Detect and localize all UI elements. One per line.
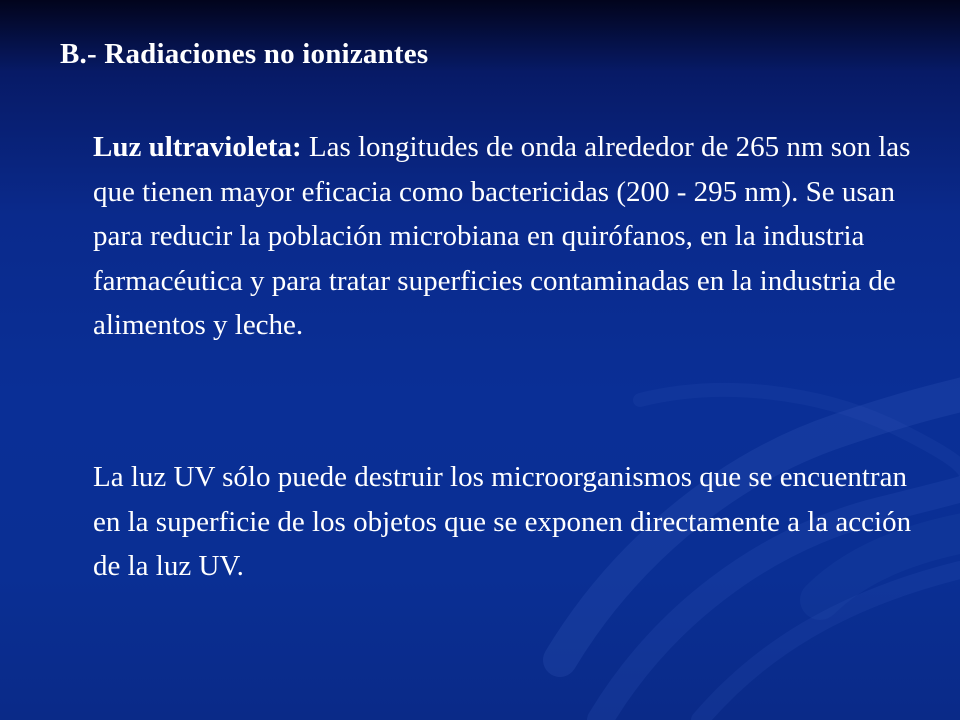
paragraph-body-uv-surface-limit: La luz UV sólo puede destruir los microorganismos que se encuentran en la superficie de los objetos que se exponen directamente a la acción de la luz UV. bbox=[93, 461, 912, 582]
paragraph-uv-surface-limit bbox=[93, 455, 913, 589]
paragraph-body-uv-light: Las longitudes de onda alrededor de 265 nm son las que tienen mayor eficacia como bactericidas (200 - 295 nm). Se usan para reducir la población microbiana en quirófanos, en la industria farmacéutica y para tratar superficies contaminadas en la industria de alimentos y leche. bbox=[93, 131, 911, 341]
slide-title: B.- Radiaciones no ionizantes bbox=[60, 38, 429, 70]
paragraph-lead-uv-light: Luz ultravioleta: bbox=[93, 131, 309, 163]
paragraph-uv-light bbox=[93, 125, 913, 348]
